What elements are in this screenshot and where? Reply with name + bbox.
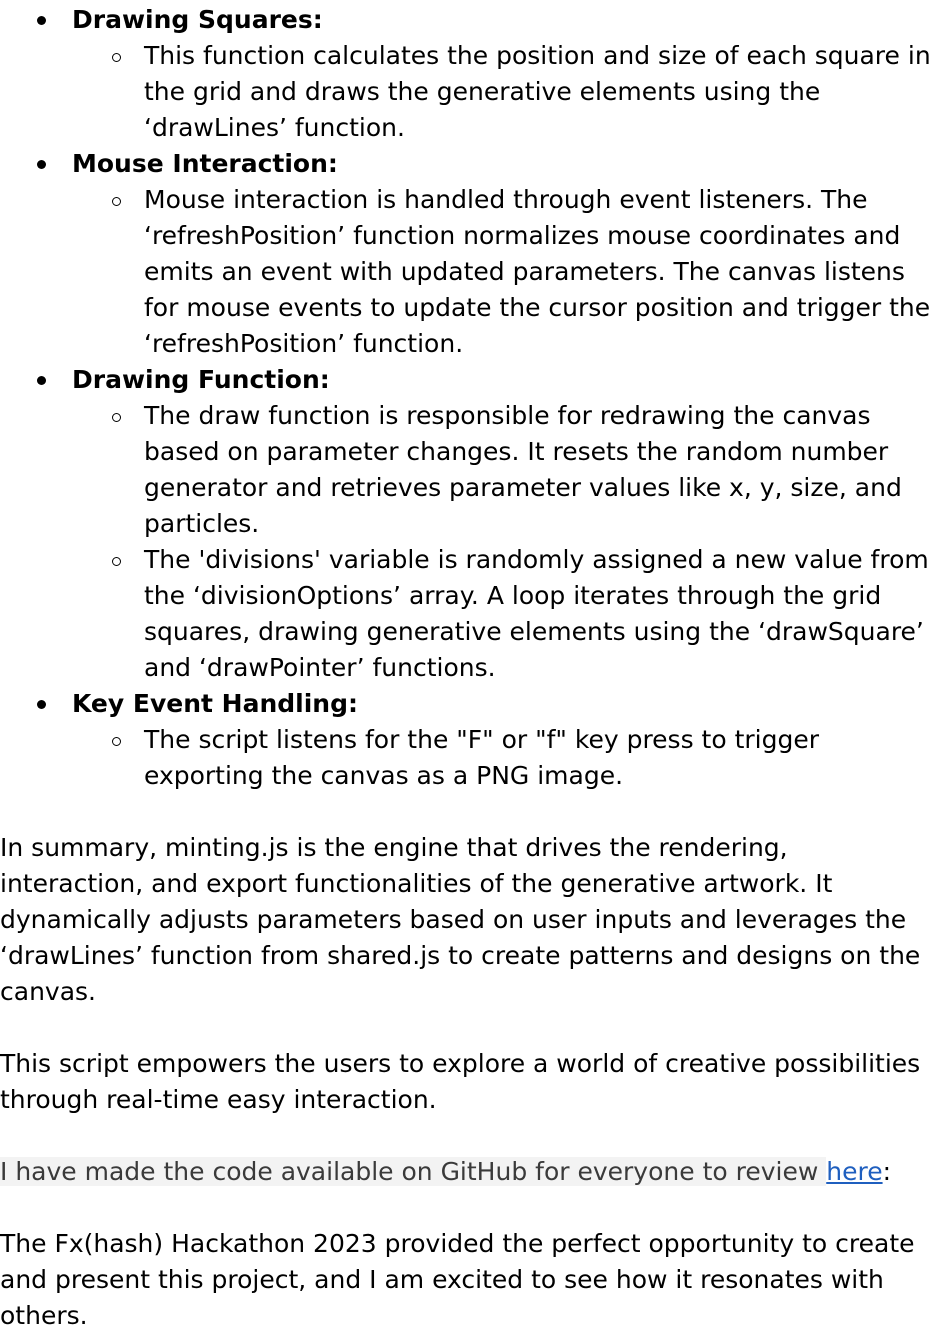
list-item-mouse-interaction	[0, 146, 936, 362]
summary-paragraph: In summary, minting.js is the engine that drives the rendering, interaction, and export functionalities of the generative artwork. It dynamically adjusts parameters based on user inputs and leverages the ‘drawLines’ function from shared.js to create patterns and designs on the canvas.	[0, 833, 921, 1006]
sub-bullet-icon	[112, 737, 121, 746]
sub-item	[72, 722, 936, 794]
bullet-icon	[37, 376, 46, 385]
sub-bullet-icon	[112, 197, 121, 206]
sub-item-text: The draw function is responsible for redrawing the canvas based on parameter changes. It resets the random number generator and retrieves parameter values like x, y, size, and particles.	[144, 401, 902, 538]
list-item-drawing-squares	[0, 2, 936, 146]
section-title: Key Event Handling:	[72, 689, 358, 718]
bullet-icon	[37, 16, 46, 25]
section-title: Drawing Function:	[72, 365, 330, 394]
sub-item-text: The 'divisions' variable is randomly assigned a new value from the ‘divisionOptions’ array. A loop iterates through the grid squares, drawing generative elements using the ‘drawSquare’ and ‘drawPointer’ functions.	[144, 545, 929, 682]
sub-item	[72, 38, 936, 146]
sub-item	[72, 182, 936, 362]
bullet-icon	[37, 160, 46, 169]
sub-list	[72, 398, 936, 686]
sub-bullet-icon	[112, 557, 121, 566]
sub-item-text: Mouse interaction is handled through event listeners. The ‘refreshPosition’ function normalizes mouse coordinates and emits an event with updated parameters. The canvas listens for mouse events to update the cursor position and trigger the ‘refreshPosition’ function.	[144, 185, 931, 358]
sub-list	[72, 38, 936, 146]
sub-bullet-icon	[112, 413, 121, 422]
bullet-icon	[37, 700, 46, 709]
closing-paragraph: The Fx(hash) Hackathon 2023 provided the perfect opportunity to create and present this project, and I am excited to see how it resonates with others.	[0, 1229, 915, 1330]
sub-item-text: The script listens for the "F" or "f" key press to trigger exporting the canvas as a PNG image.	[144, 725, 820, 790]
github-text: I have made the code available on GitHub for everyone to review	[0, 1157, 827, 1186]
list-item-key-event-handling	[0, 686, 936, 794]
github-paragraph	[0, 1154, 936, 1190]
list-item-drawing-function	[0, 362, 936, 686]
sub-list	[72, 722, 936, 794]
sub-item	[72, 398, 936, 542]
sub-list	[72, 182, 936, 362]
sub-item	[72, 542, 936, 686]
github-link[interactable]: here	[826, 1157, 883, 1186]
section-title: Mouse Interaction:	[72, 149, 338, 178]
section-title: Drawing Squares:	[72, 5, 323, 34]
empower-paragraph: This script empowers the users to explore a world of creative possibilities through real-time easy interaction.	[0, 1049, 921, 1114]
sub-bullet-icon	[112, 53, 121, 62]
sub-item-text: This function calculates the position and size of each square in the grid and draws the generative elements using the ‘drawLines’ function.	[144, 41, 931, 142]
github-colon: :	[882, 1157, 892, 1186]
